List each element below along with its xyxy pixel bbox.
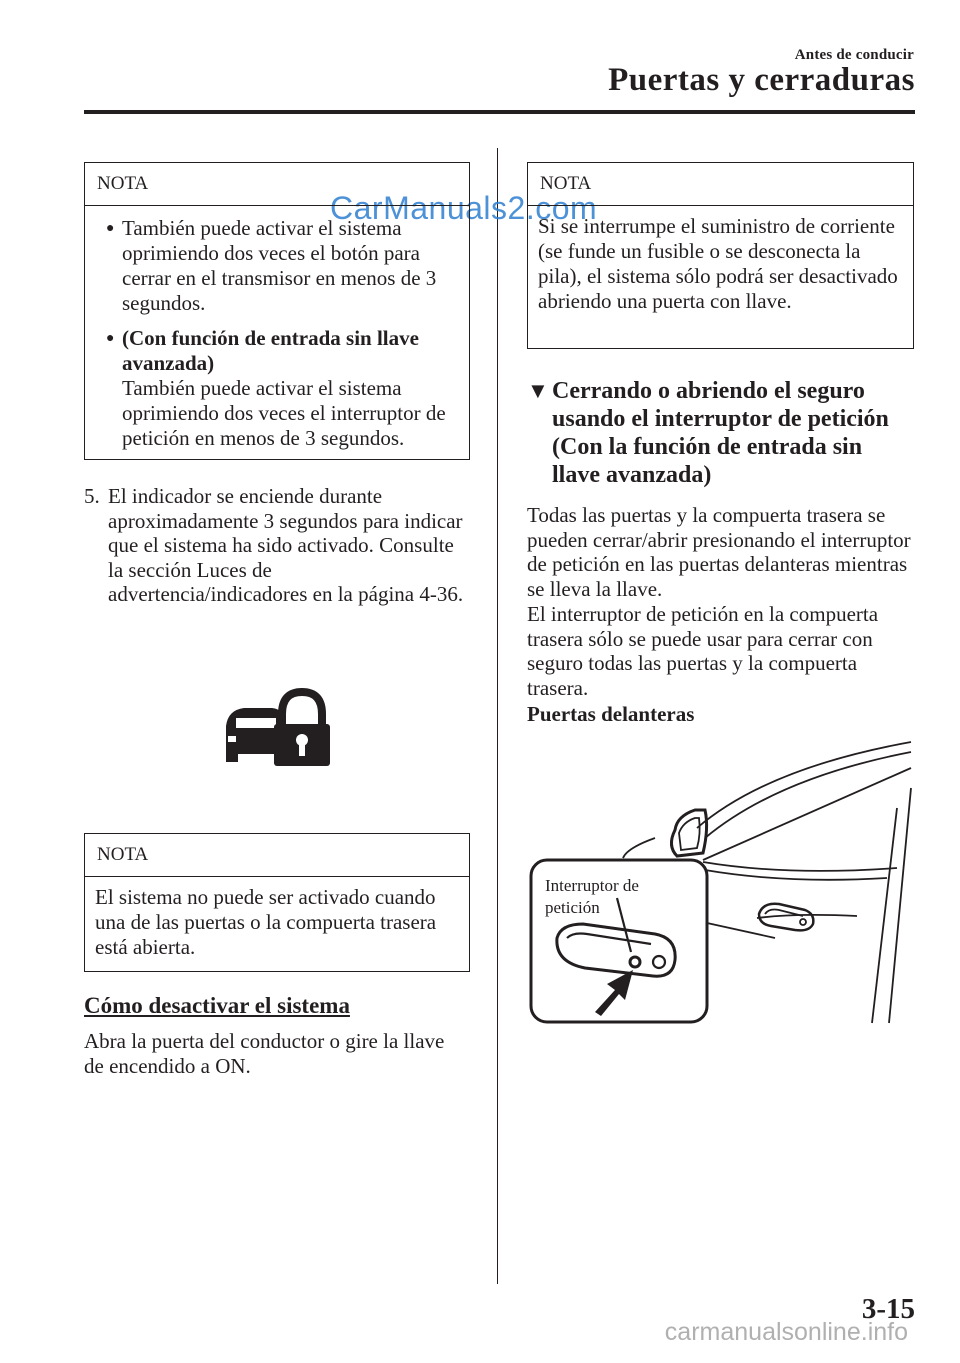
page-title: Puertas y cerraduras	[608, 62, 915, 98]
step-number: 5.	[84, 484, 100, 508]
deactivate-heading: Cómo desactivar el sistema	[84, 993, 350, 1018]
page-number: 3-15	[861, 1293, 915, 1325]
header-rule	[84, 110, 915, 114]
triangle-marker-icon: ▼	[527, 378, 549, 403]
footer-site: carmanualsonline.info	[664, 1318, 908, 1346]
bullet-icon: ●	[106, 221, 115, 236]
door-handle-illustration	[527, 738, 915, 1028]
callout-label-line-2: petición	[545, 898, 600, 917]
chapter-label: Antes de conducir	[794, 47, 914, 63]
watermark: CarManuals2.com	[330, 190, 598, 226]
deactivate-text: Abra la puerta del conductor o gire la llave de encendido a ON.	[84, 1029, 445, 1078]
note-bullet-1	[85, 216, 459, 316]
bullet-bold-text: (Con función de entrada sin llave avanzada)	[122, 326, 419, 375]
note-heading: NOTA	[528, 163, 913, 206]
bullet-icon: ●	[106, 331, 115, 346]
bullet-text: También puede activar el sistema oprimiendo dos veces el botón para cerrar en el transmisor en menos de 3 segundos.	[122, 216, 437, 315]
callout-label-line-1: Interruptor de	[545, 876, 639, 895]
note-bullet-2	[85, 326, 459, 451]
note-body	[85, 206, 469, 451]
section-para-2: El interruptor de petición en la compuerta trasera sólo se puede usar para cerrar con seguro todas las puertas y la compuerta trasera.	[527, 602, 879, 700]
note-box-1	[84, 162, 470, 460]
note-box-2	[84, 833, 470, 972]
section-para-1: Todas las puertas y la compuerta trasera se pueden cerrar/abrir presionando el interruptor de petición en las puertas delanteras mientras se lleva la llave.	[527, 503, 911, 601]
section-title: Cerrando o abriendo el seguro usando el interruptor de petición (Con la función de entrada sin llave avanzada)	[552, 378, 889, 488]
note-heading: NOTA	[85, 834, 469, 877]
note-box-3	[527, 162, 914, 349]
callout-label	[545, 875, 639, 919]
column-divider	[497, 148, 498, 1284]
section-heading	[527, 377, 915, 489]
step-5	[84, 484, 474, 607]
note-text: Si se interrumpe el suministro de corriente (se funde un fusible o se desconecta la pila), el sistema sólo podrá ser desactivado abriendo una puerta con llave.	[538, 214, 898, 313]
front-doors-heading: Puertas delanteras	[527, 702, 695, 726]
step-text: El indicador se enciende durante aproximadamente 3 segundos para indicar que el sistema ha sido activado. Consulte la sección Luces de advertencia/indicadores en la página 4-36.	[108, 484, 464, 606]
car-lock-indicator-icon	[222, 688, 332, 768]
note-text: El sistema no puede ser activado cuando una de las puertas o la compuerta trasera está abierta.	[95, 885, 437, 959]
note-heading: NOTA	[85, 163, 469, 206]
bullet-text: También puede activar el sistema oprimiendo dos veces el interruptor de petición en menos de 3 segundos.	[122, 376, 446, 450]
